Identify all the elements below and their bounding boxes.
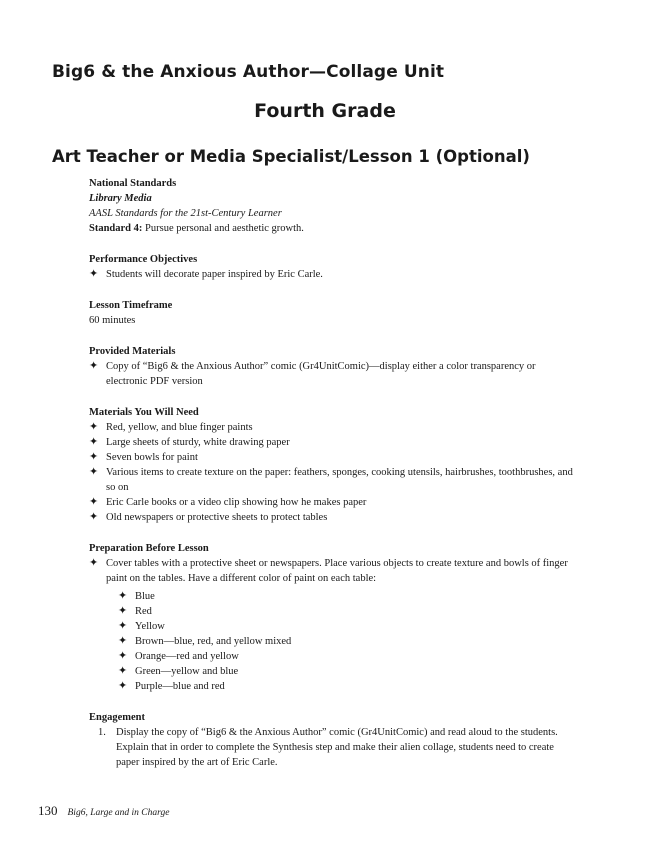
bullet-star-icon: ✦ (118, 590, 128, 602)
bullet-star-icon: ✦ (118, 620, 128, 632)
objectives-section (89, 252, 579, 282)
page-number: 130 (38, 803, 58, 818)
bullet-star-icon: ✦ (89, 268, 99, 280)
standard-text: Pursue personal and aesthetic growth. (142, 223, 304, 234)
grade-heading: Fourth Grade (254, 100, 396, 122)
paint-color-list (118, 589, 579, 694)
book-title: Big6, Large and in Charge (67, 808, 170, 818)
standard-label: Standard 4: (89, 223, 143, 234)
engagement-heading: Engagement (89, 712, 145, 723)
list-item: ✦ Seven bowls for paint (89, 451, 198, 463)
bullet-star-icon: ✦ (89, 557, 99, 569)
provided-materials-heading: Provided Materials (89, 346, 176, 357)
bullet-star-icon: ✦ (118, 650, 128, 662)
bullet-star-icon: ✦ (89, 436, 99, 448)
list-item: ✦ Students will decorate paper inspired by Eric Carle. (89, 268, 323, 280)
preparation-section (89, 541, 579, 694)
page-footer (38, 802, 169, 820)
list-item: ✦ Large sheets of sturdy, white drawing paper (89, 436, 290, 448)
list-item: ✦ Blue (118, 590, 155, 602)
needed-materials-section (89, 405, 579, 525)
standards-heading: National Standards (89, 178, 177, 189)
bullet-star-icon: ✦ (118, 665, 128, 677)
bullet-star-icon: ✦ (89, 496, 99, 508)
list-item: ✦ Purple—blue and red (118, 680, 225, 692)
lesson-title: Art Teacher or Media Specialist/Lesson 1 (Optional) (52, 147, 530, 166)
timeframe-text: 60 minutes (89, 315, 136, 326)
list-item: ✦ Red (118, 605, 152, 617)
list-item: ✦ Copy of “Big6 & the Anxious Author” comic (Gr4UnitComic)—display either a color transparency or electronic PDF version (89, 360, 536, 387)
bullet-star-icon: ✦ (89, 451, 99, 463)
unit-title: Big6 & the Anxious Author—Collage Unit (52, 62, 445, 82)
bullet-star-icon: ✦ (118, 605, 128, 617)
list-item: ✦ Cover tables with a protective sheet or newspapers. Place various objects to create texture and bowls of finger paint on the tables. Have a different color of paint on each table: ✦ Blue ✦ Red ✦ Yellow ✦ Brown—blue, red, and yellow mixed ✦ Orange—red and yellow ✦ Green—yellow and blue ✦ Purple—blue and red (89, 556, 579, 694)
bullet-star-icon: ✦ (118, 680, 128, 692)
bullet-star-icon: ✦ (89, 511, 99, 523)
list-item: ✦ Red, yellow, and blue finger paints (89, 421, 253, 433)
list-item: ✦ Yellow (118, 620, 165, 632)
bullet-star-icon: ✦ (118, 635, 128, 647)
list-item: ✦ Brown—blue, red, and yellow mixed (118, 635, 292, 647)
engagement-section (89, 710, 579, 770)
timeframe-section (89, 298, 579, 328)
list-item: ✦ Eric Carle books or a video clip showing how he makes paper (89, 496, 367, 508)
needed-materials-heading: Materials You Will Need (89, 407, 199, 418)
engagement-step (89, 725, 579, 770)
bullet-star-icon: ✦ (89, 360, 99, 372)
list-item: ✦ Orange—red and yellow (118, 650, 239, 662)
step-text: Display the copy of “Big6 & the Anxious Author” comic (Gr4UnitComic) and read aloud to the students. Explain that in order to complete the Synthesis step and make their alien collage, students need to create paper inspired by the art of Eric Carle. (116, 727, 558, 768)
list-item: ✦ Green—yellow and blue (118, 665, 239, 677)
preparation-heading: Preparation Before Lesson (89, 543, 209, 554)
standards-section (89, 176, 579, 236)
timeframe-heading: Lesson Timeframe (89, 300, 173, 311)
list-item: ✦ Various items to create texture on the paper: feathers, sponges, cooking utensils, hairbrushes, toothbrushes, and so on (89, 466, 573, 493)
standard-line (89, 221, 579, 236)
bullet-star-icon: ✦ (89, 466, 99, 478)
standards-source: AASL Standards for the 21st-Century Learner (89, 208, 282, 219)
step-number: 1. (98, 727, 106, 738)
objectives-heading: Performance Objectives (89, 254, 198, 265)
lesson-content (89, 176, 579, 770)
standards-subheading: Library Media (89, 193, 152, 204)
bullet-star-icon: ✦ (89, 421, 99, 433)
list-item: ✦ Old newspapers or protective sheets to protect tables (89, 511, 328, 523)
provided-materials-section (89, 344, 579, 389)
